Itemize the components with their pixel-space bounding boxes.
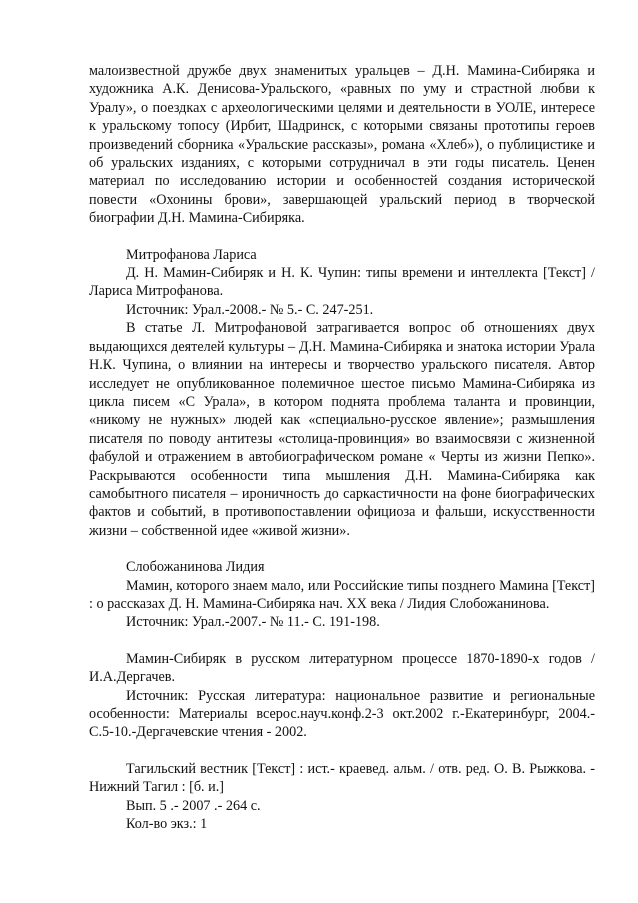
spacer [89,228,595,246]
annotation-paragraph: В статье Л. Митрофановой затрагивается вопрос об отношениях двух выдающихся деятелей культуры – Д.Н. Мамина-Сибиряка и знатока истории Урала Н.К. Чупина, о влиянии на интересы и творчество уральского писателя. Автор исследует не опубликованное полемичное шестое письмо Мамина-Сибиряка из цикла писем «С Урала», в котором поднята проблема таланта и провинции, «никому не нужных» людей как «специально-русское явление»; размышления писателя по поводу антитезы «столица-провинция» во взаимосвязи с жизненной фабулой и отражением в автобиографическом романе « Черты из жизни Пепко». Раскрываются особенности типа мышления Д.Н. Мамина-Сибиряка как самобытного писателя – ироничность до саркастичности на фоне биографических фактов и событий, в противопоставлении официоза и фальши, искусственности жизни – собственной идее «живой жизни». [89,320,595,539]
entry-source: Источник: Русская литература: национальное развитие и региональные особенности: Материалы всерос.науч.конф.2-3 окт.2002 г.-Екатеринбург, 2004.- С.5-10.-Дергачевские чтения - 2002. [89,687,595,741]
spacer [89,632,595,650]
document-page [89,62,595,833]
entry-title: Тагильский вестник [Текст] : ист.- краевед. альм. / отв. ред. О. В. Рыжкова. - Нижний Тагил : [б. и.] [89,760,595,796]
entry-copies: Кол-во экз.: 1 [126,816,208,833]
entry-author: Слобожанинова Лидия [126,559,265,576]
entry-title: Мамин, которого знаем мало, или Российские типы позднего Мамина [Текст] : о рассказах Д. Н. Мамина-Сибиряка нач. XX века / Лидия Слобожанинова. [89,577,595,612]
entry-author: Митрофанова Лариса [126,246,257,263]
entry-title: Мамин-Сибиряк в русском литературном процессе 1870-1890-х годов / И.А.Дергачев. [89,650,595,686]
entry-issue: Вып. 5 .- 2007 .- 264 с. [126,797,261,814]
entry-source: Источник: Урал.-2007.- № 11.- С. 191-198. [126,614,380,631]
spacer [89,540,595,558]
entry-title: Д. Н. Мамин-Сибиряк и Н. К. Чупин: типы времени и интеллекта [Текст] / Лариса Митрофанова. [89,265,595,300]
annotation-paragraph-continued: малоизвестной дружбе двух знаменитых уральцев – Д.Н. Мамина-Сибиряка и художника А.К. Денисова-Уральского, «равных по уму и страстной любви к Уралу», о поездках с археологическими целями и деятельности в УОЛЕ, интересе к уральскому топосу (Ирбит, Шадринск, с которыми связаны прототипы героев произведений сборника «Уральские рассказы», романа «Хлеб»), о публицистике и об уральских изданиях, с которыми сотрудничал в эти годы писатель. Ценен материал по исследованию истории и особенностей создания исторической повести «Охонины брови», завершающей уральский период в творческой биографии Д.Н. Мамина-Сибиряка. [89,63,595,227]
spacer [89,742,595,760]
entry-source: Источник: Урал.-2008.- № 5.- С. 247-251. [126,301,374,318]
